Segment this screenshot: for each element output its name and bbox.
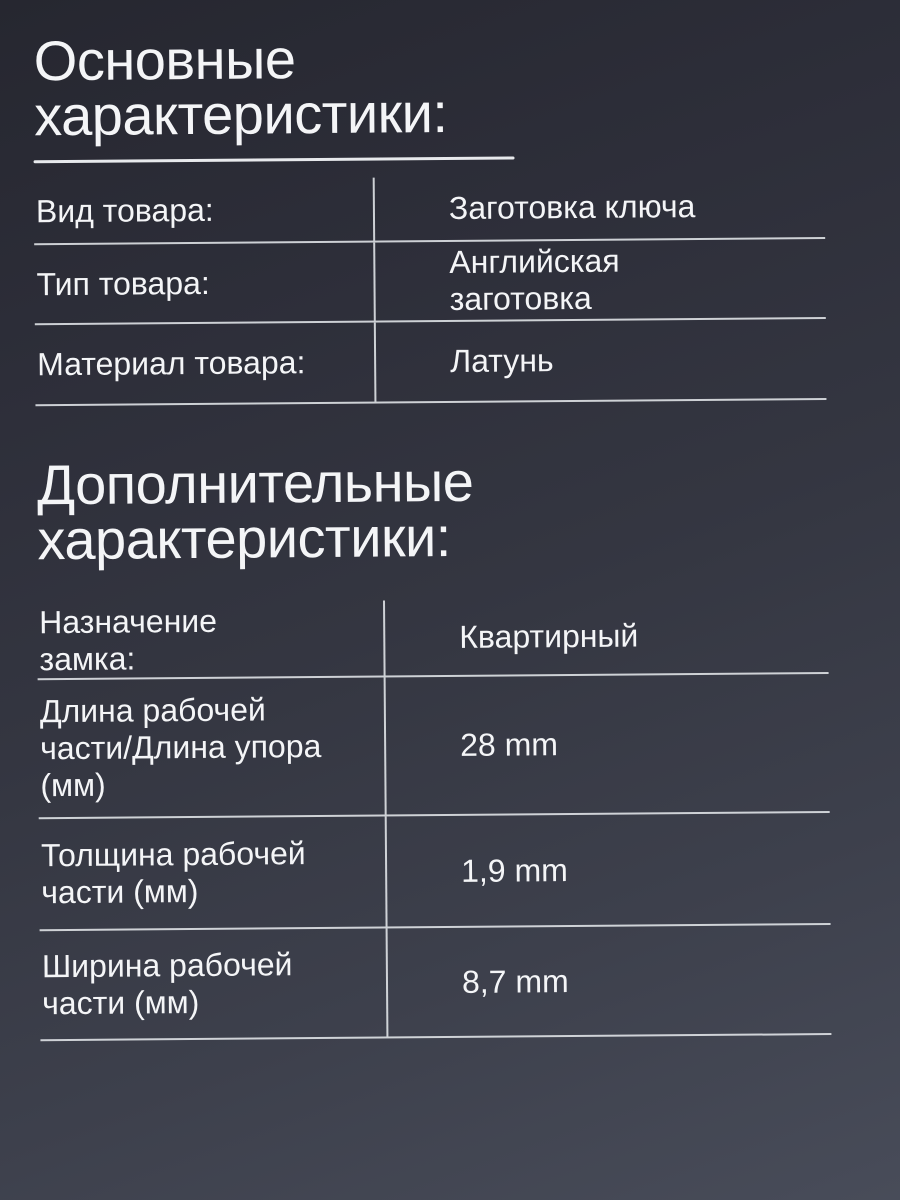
spec-label: Ширина рабочей части (мм)	[41, 946, 293, 1022]
spec-value: Квартирный	[383, 597, 829, 675]
spec-value: 28 mm	[384, 674, 830, 814]
spec-table-main	[34, 174, 827, 406]
spec-row-product-material	[35, 319, 827, 406]
spec-row-working-width	[40, 925, 832, 1041]
spec-value: Заготовка ключа	[373, 174, 825, 241]
spec-label: Вид товара:	[35, 191, 214, 230]
spec-table-extra	[37, 597, 831, 1041]
section-title-main-specs: Основные характеристики:	[33, 27, 448, 148]
spec-label: Материал товара:	[36, 344, 306, 383]
spec-row-working-length	[38, 674, 830, 819]
spec-value: Английская заготовка	[373, 239, 826, 321]
spec-row-lock-purpose	[37, 597, 829, 680]
spec-value: 8,7 mm	[386, 925, 832, 1036]
spec-row-working-thickness	[39, 813, 831, 931]
spec-row-product-type	[34, 239, 826, 325]
spec-value: 1,9 mm	[385, 813, 831, 926]
spec-value: Латунь	[374, 319, 827, 402]
spec-label: Длина рабочей части/Длина упора (мм)	[39, 691, 322, 804]
spec-row-product-kind	[34, 174, 825, 245]
spec-label: Тип товара:	[36, 264, 210, 302]
section-title-extra-specs: Дополнительные характеристики:	[36, 449, 474, 572]
spec-label: Толщина рабочей части (мм)	[40, 835, 306, 911]
title-underline	[34, 156, 515, 163]
spec-label: Назначение замка:	[39, 602, 218, 677]
